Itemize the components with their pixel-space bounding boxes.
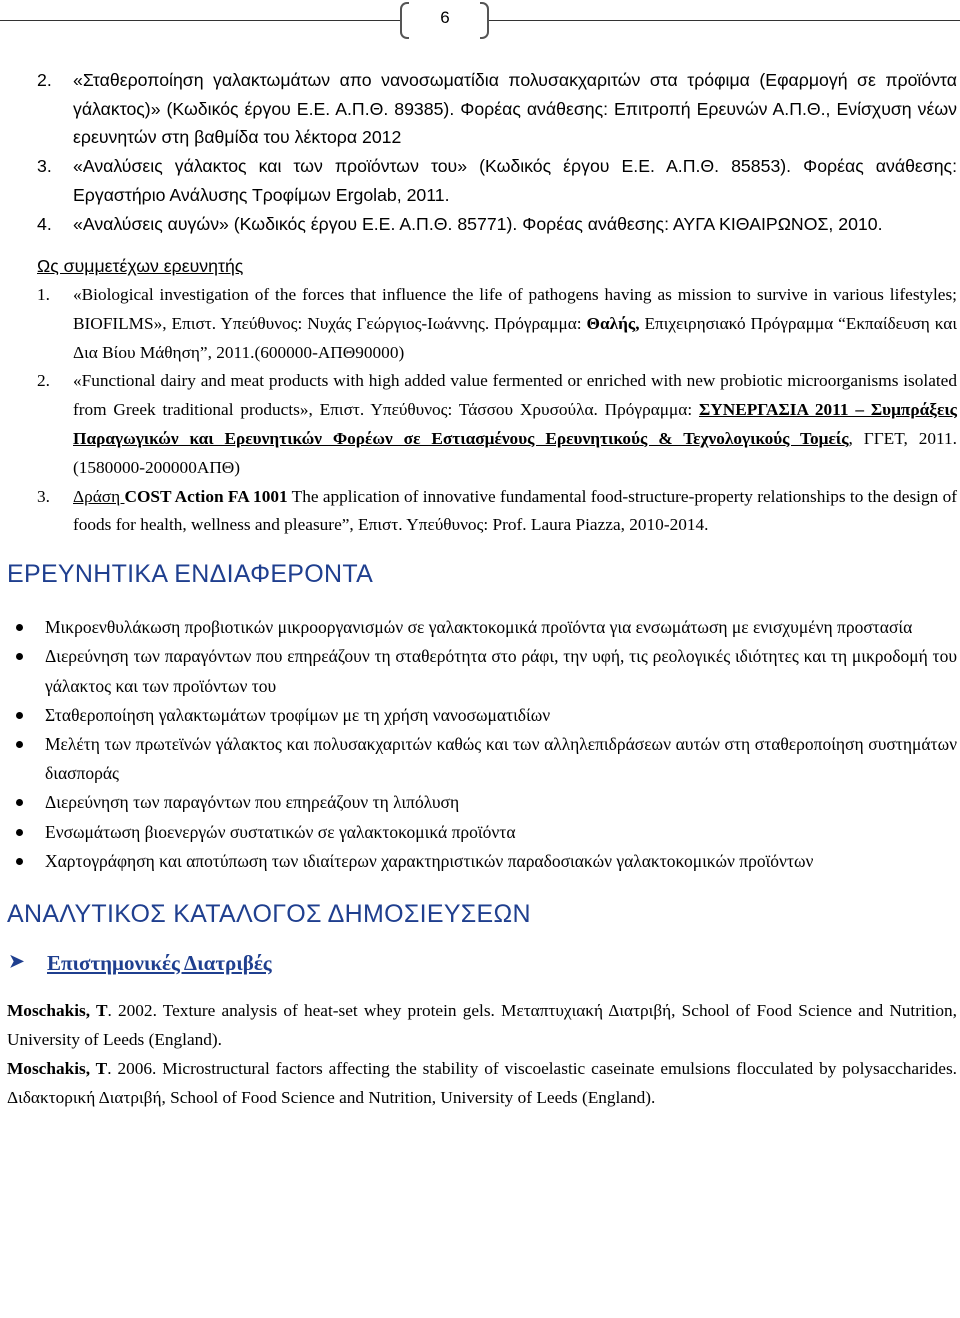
item-text: Δράση — [73, 486, 125, 506]
bullet-icon — [16, 712, 23, 719]
list-item — [7, 847, 957, 876]
bullet-icon — [16, 624, 23, 631]
bullet-icon — [16, 653, 23, 660]
item-bold-text: ΣΥΝΕΡΓΑΣΙΑ 2011 – Συμπράξεις Παραγωγικών και Ερευνητικών Φορέων σε Εστιασμένους Ερευνητικούς & Τεχνολογικούς Τομείς — [73, 400, 957, 448]
research-interests-list — [7, 613, 957, 876]
bullet-text: Μελέτη των πρωτεϊνών γάλακτος και πολυσακχαριτών καθώς και των αλληλεπιδράσεων αυτών στη σταθεροποίηση συστημάτων διασποράς — [45, 733, 957, 784]
bullet-text: Διερεύνηση των παραγόντων που επηρεάζουν τη λιπόλυση — [45, 792, 460, 813]
bullet-text: Ενσωμάτωση βιοενεργών συστατικών σε γαλακτοκομικά προϊόντα — [45, 821, 516, 842]
header-rule-left — [0, 20, 400, 21]
item-number: 3. — [37, 156, 52, 177]
bullet-text: Μικροενθυλάκωση προβιοτικών μικροοργανισμών σε γαλακτοκομικά προϊόντα για ενσωμάτωση με ενισχυμένη προστασία — [45, 617, 913, 638]
arrow-bullet-icon: ➤ — [9, 950, 25, 971]
page-header — [0, 0, 960, 44]
item-number: 1. — [37, 284, 50, 304]
bullet-icon — [16, 741, 23, 748]
list-item — [7, 730, 957, 788]
bullet-icon — [16, 829, 23, 836]
list-item — [37, 483, 957, 541]
item-text-tail: Επιχειρησιακό Πρόγραμμα “Εκπαίδευση και Δια Βίου Μάθηση”, 2011.(600000-ΑΠΘ90000) — [73, 313, 957, 362]
bullet-icon — [16, 858, 23, 865]
publication-entry — [7, 996, 957, 1054]
list-item — [7, 818, 957, 847]
research-interests-heading: ΕΡΕΥΝΗΤΙΚΑ ΕΝΔΙΑΦΕΡΟΝΤΑ — [7, 560, 374, 589]
theses-heading-text: Επιστημονικές Διατριβές — [47, 950, 272, 975]
item-number: 2. — [37, 70, 52, 90]
projects-list — [7, 66, 957, 238]
item-text: «Biological investigation of the forces that influence the life of pathogens having as mission to survive in various lifestyles; BIOFILMS», Επιστ. Υπεύθυνος: Νυχάς Γεώργιος-Ιωάννης. Πρόγραμμα: — [73, 284, 957, 333]
item-number: 2. — [37, 371, 50, 391]
list-item — [7, 701, 957, 730]
theses-heading — [7, 951, 957, 976]
publication-author: Moschakis, T — [7, 1058, 108, 1078]
publications-heading: ΑΝΑΛΥΤΙΚΟΣ ΚΑΤΑΛΟΓΟΣ ΔΗΜΟΣΙΕΥΣΕΩΝ — [7, 899, 531, 928]
item-text: «Functional dairy and meat products with high added value fermented or enriched with new probiotic microorganisms isolated from Greek traditional products», Επιστ. Υπεύθυνος: Τάσσου Χρυσούλα. Πρόγραμμα: — [73, 371, 957, 420]
section-subheading: Ως συμμετέχων ερευνητής — [37, 256, 244, 277]
page-number-bracket-right — [480, 2, 489, 39]
list-item — [7, 642, 957, 700]
page-number: 6 — [440, 8, 450, 27]
bullet-text: Σταθεροποίηση γαλακτωμάτων τροφίμων με τη χρήση νανοσωματιδίων — [45, 704, 551, 725]
item-text: «Αναλύσεις γάλακτος και των προϊόντων του» (Κωδικός έργου Ε.Ε. Α.Π.Θ. 85853). Φορέας ανάθεσης: Εργαστήριο Ανάλυσης Τροφίμων Ergolab, 2011. — [73, 156, 957, 205]
list-item — [37, 152, 957, 209]
list-item — [37, 281, 957, 367]
publication-entry — [7, 1054, 957, 1112]
item-bold-text: Θαλής, — [586, 313, 640, 333]
publication-author: Moschakis, T — [7, 1000, 108, 1020]
item-text-tail: The application of innovative fundamental food-structure-property relationships to the design of foods for health, wellness and pleasure”, Επιστ. Υπεύθυνος: Prof. Laura Piazza, 2010-2014. — [73, 486, 957, 535]
bullet-text: Χαρτογράφηση και αποτύπωση των ιδιαίτερων χαρακτηριστικών παραδοσιακών γαλακτοκομικών προϊόντων — [45, 850, 814, 871]
bullet-text: Διερεύνηση των παραγόντων που επηρεάζουν τη σταθερότητα στο ράφι, την υφή, τις ρεολογικές ιδιότητες και τη μικροδομή του γάλακτος και των προϊόντων του — [45, 646, 957, 696]
item-text: «Αναλύσεις αυγών» (Κωδικός έργου Ε.Ε. Α.Π.Θ. 85771). Φορέας ανάθεσης: ΑΥΓΑ ΚΙΘΑΙΡΩΝΟΣ, 2010. — [73, 213, 883, 234]
item-text: «Σταθεροποίηση γαλακτωμάτων απο νανοσωματίδια πολυσακχαριτών στα τρόφιμα (Εφαρμογή σε προϊόντα γάλακτος)» (Κωδικός έργου Ε.Ε. Α.Π.Θ. 89385). Φορέας ανάθεσης: Επιτροπή Ερευνών Α.Π.Θ., Ενίσχυση νέων ερευνητών στη βαθμίδα του λέκτορα 2012 — [73, 70, 957, 148]
theses-list — [7, 996, 957, 1112]
item-number: 3. — [37, 486, 50, 506]
item-number: 4. — [37, 213, 52, 234]
researcher-list — [7, 281, 957, 540]
page-number-bracket-left — [400, 2, 409, 39]
bullet-icon — [16, 799, 23, 806]
header-rule-right — [489, 20, 960, 21]
list-item — [37, 367, 957, 482]
list-item — [7, 613, 957, 642]
item-bold-text: COST Action FA 1001 — [124, 486, 288, 506]
list-item — [37, 66, 957, 152]
list-item — [37, 210, 957, 239]
publication-text: . 2006. Microstructural factors affecting the stability of viscoelastic caseinate emulsions flocculated by polysaccharides. Διδακτορική Διατριβή, School of Food Science and Nutrition, University of Leeds (England). — [7, 1058, 957, 1107]
publication-text: . 2002. Texture analysis of heat-set whey protein gels. Μεταπτυχιακή Διατριβή, School of Food Science and Nutrition, University of Leeds (England). — [7, 1000, 957, 1049]
list-item — [7, 788, 957, 817]
document-body — [7, 66, 957, 1112]
item-text-tail: , ΓΓΕΤ, 2011. (1580000-200000ΑΠΘ) — [73, 428, 957, 477]
